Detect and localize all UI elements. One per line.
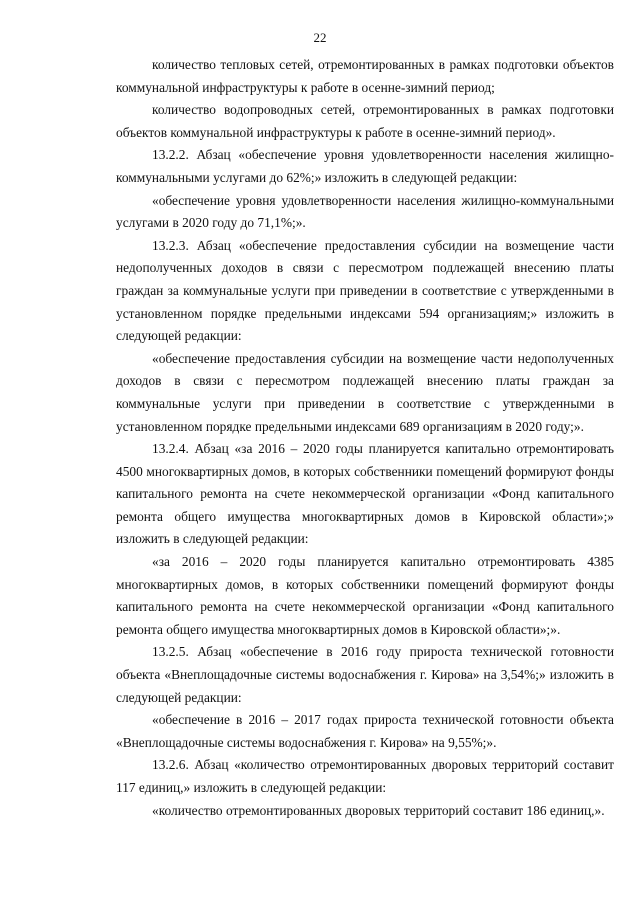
paragraph: 13.2.6. Абзац «количество отремонтированных дворовых территорий составит 117 единиц,» изложить в следующей редакции: [116, 757, 614, 795]
paragraph: 13.2.2. Абзац «обеспечение уровня удовлетворенности населения жилищно-коммунальными услугами до 62%;» изложить в следующей редакции: [116, 147, 614, 185]
paragraph: «обеспечение предоставления субсидии на возмещение части недополученных доходов в связи с пересмотром подлежащей внесению платы граждан за коммунальные услуги при приведении в соответствие с утвержденными в установленном порядке предельными индексами 689 организациям в 2020 году;». [116, 350, 614, 434]
paragraph: количество тепловых сетей, отремонтированных в рамках подготовки объектов коммунальной инфраструктуры к работе в осенне-зимний период; [116, 57, 614, 95]
paragraph: 13.2.3. Абзац «обеспечение предоставления субсидии на возмещение части недополученных доходов в связи с пересмотром подлежащей внесению платы граждан за коммунальные услуги при приведении в соответствие с утвержденными в установленном порядке предельными индексами 594 организациям;» изложить в следующей редакции: [116, 237, 614, 344]
paragraph: «количество отремонтированных дворовых территорий составит 186 единиц,». [152, 802, 605, 818]
paragraph: «за 2016 – 2020 годы планируется капитально отремонтировать 4385 многоквартирных домов, в которых собственники помещений формируют фонды капитального ремонта на счете некоммерческой организации «Фонд капитального ремонта общего имущества многоквартирных домов в Кировской области»;». [116, 554, 614, 637]
paragraph: «обеспечение в 2016 – 2017 годах прироста технической готовности объекта «Внеплощадочные системы водоснабжения г. Кирова» на 9,55%;». [116, 712, 614, 750]
paragraph: «обеспечение уровня удовлетворенности населения жилищно-коммунальными услугами в 2020 году до 71,1%;». [116, 192, 614, 231]
paragraph: 13.2.5. Абзац «обеспечение в 2016 году прироста технической готовности объекта «Внеплощадочные системы водоснабжения г. Кирова» на 3,54%;» изложить в следующей редакции: [116, 644, 614, 705]
paragraph: 13.2.4. Абзац «за 2016 – 2020 годы планируется капитально отремонтировать 4500 многоквартирных домов, в которых собственники помещений формируют фонды капитального ремонта на счете некоммерческой организации «Фонд капитального ремонта общего имущества многоквартирных домов в Кировской области»;» изложить в следующей редакции: [116, 441, 614, 547]
document-body [116, 54, 614, 822]
paragraph: количество водопроводных сетей, отремонтированных в рамках подготовки объектов коммунальной инфраструктуры к работе в осенне-зимний период». [116, 102, 614, 140]
page-number: 22 [313, 30, 327, 45]
